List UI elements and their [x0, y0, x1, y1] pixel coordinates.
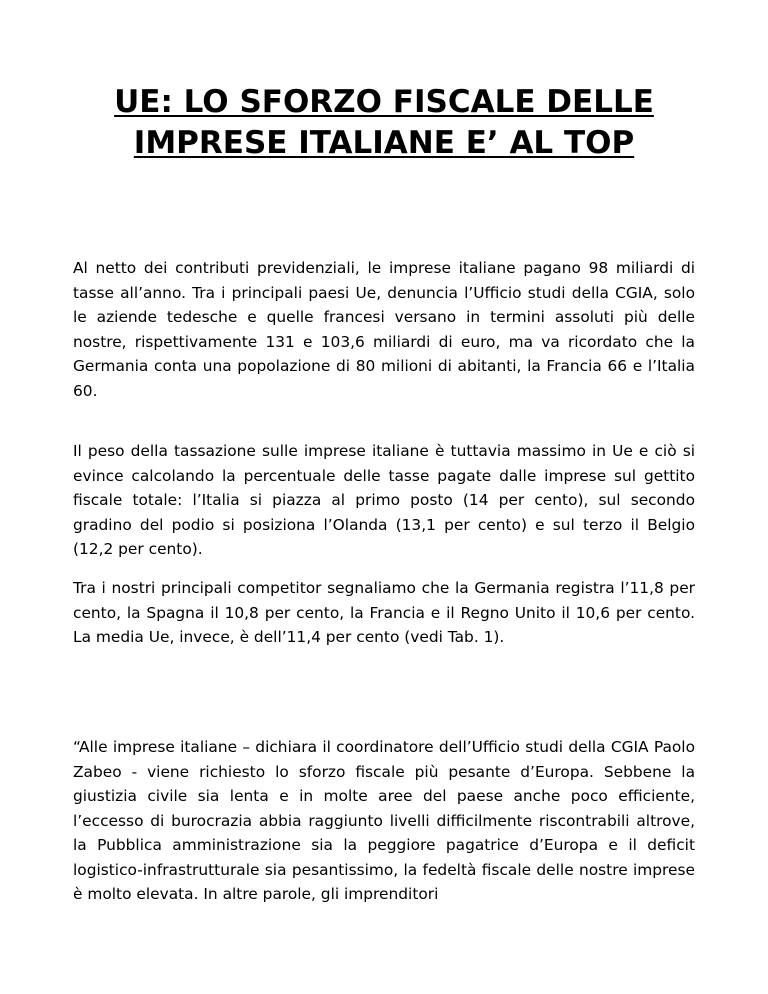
- paragraph-tax-ranking: Il peso della tassazione sulle imprese italiane è tuttavia massimo in Ue e ciò si evince calcolando la percentuale delle tasse pagate dalle imprese sul gettito fiscale totale: l’Italia si piazza al primo posto (14 per cento), sul secondo gradino del podio si posiziona l’Olanda (13,1 per cento) e sul terzo il Belgio (12,2 per cento).: [73, 442, 695, 558]
- page-title: UE: LO SFORZO FISCALE DELLE IMPRESE ITALIANE E’ AL TOP: [114, 84, 654, 161]
- paragraph-competitors: Tra i nostri principali competitor segnaliamo che la Germania registra l’11,8 per cento, la Spagna il 10,8 per cento, la Francia e il Regno Unito il 10,6 per cento. La media Ue, invece, è dell’11,4 per cento (vedi Tab. 1).: [73, 579, 695, 646]
- paragraph-tax-amounts: Al netto dei contributi previdenziali, le imprese italiane pagano 98 miliardi di tasse all’anno. Tra i principali paesi Ue, denuncia l’Ufficio studi della CGIA, solo le aziende tedesche e quelle francesi versano in termini assoluti più delle nostre, rispettivamente 131 e 103,6 miliardi di euro, ma va ricordato che la Germania conta una popolazione di 80 milioni di abitanti, la Francia 66 e l’Italia 60.: [73, 259, 695, 400]
- paragraph-quote: “Alle imprese italiane – dichiara il coordinatore dell’Ufficio studi della CGIA Paolo Zabeo - viene richiesto lo sforzo fiscale più pesante d’Europa. Sebbene la giustizia civile sia lenta e in molte aree del paese anche poco efficiente, l’eccesso di burocrazia abbia raggiunto livelli difficilmente riscontrabili altrove, la Pubblica amministrazione sia la peggiore pagatrice d’Europa e il deficit logistico-infrastrutturale sia pesantissimo, la fedeltà fiscale delle nostre imprese è molto elevata. In altre parole, gli imprenditori: [73, 738, 695, 903]
